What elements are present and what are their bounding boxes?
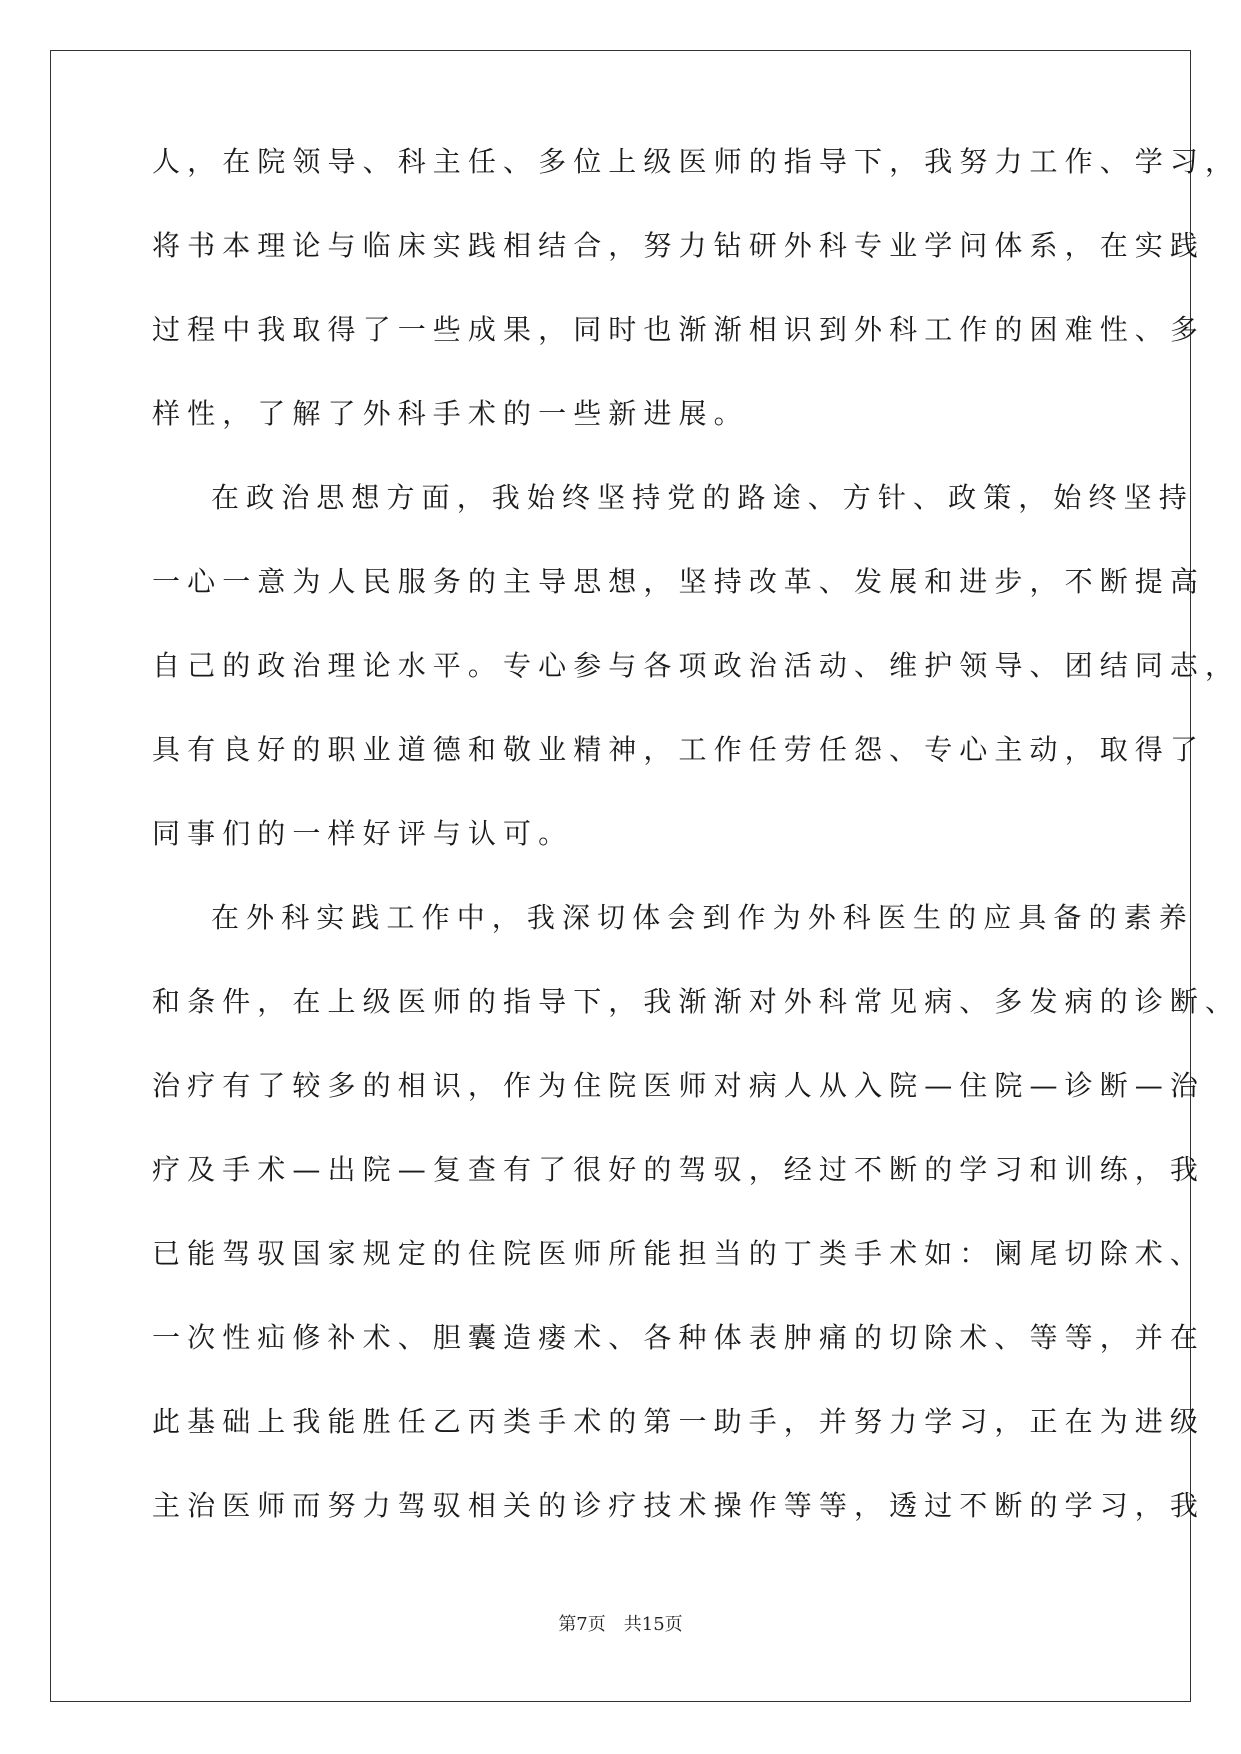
page-border xyxy=(50,50,1241,1702)
body-text-line: 和条件，在上级医师的指导下，我渐渐对外科常见病、多发病的诊断、 xyxy=(152,985,1241,1018)
body-text-line: 同事们的一样好评与认可。 xyxy=(152,817,574,850)
page-footer xyxy=(0,1613,1241,1637)
body-text-line: 过程中我取得了一些成果，同时也渐渐相识到外科工作的困难性、多 xyxy=(152,313,1206,346)
paragraph-first-line: 在政治思想方面，我始终坚持党的路途、方针、政策，始终坚持 xyxy=(211,481,1194,514)
body-text-line: 一心一意为人民服务的主导思想，坚持改革、发展和进步，不断提高 xyxy=(152,565,1206,598)
body-text-line: 此基础上我能胜任乙丙类手术的第一助手，并努力学习，正在为进级 xyxy=(152,1405,1206,1438)
page-number: 第7页 xyxy=(558,1614,606,1635)
body-text-line: 自己的政治理论水平。专心参与各项政治活动、维护领导、团结同志， xyxy=(152,649,1241,682)
body-text-line: 具有良好的职业道德和敬业精神，工作任劳任怨、专心主动，取得了 xyxy=(152,733,1206,766)
body-text-line: 已能驾驭国家规定的住院医师所能担当的丁类手术如：阑尾切除术、 xyxy=(152,1237,1206,1270)
page-total: 共15页 xyxy=(623,1614,683,1635)
body-text-line: 人，在院领导、科主任、多位上级医师的指导下，我努力工作、学习， xyxy=(152,145,1241,178)
body-text-line: 样性，了解了外科手术的一些新进展。 xyxy=(152,397,749,430)
body-text-line: 将书本理论与临床实践相结合，努力钻研外科专业学问体系，在实践 xyxy=(152,229,1206,262)
body-text-line: 一次性疝修补术、胆囊造瘘术、各种体表肿痛的切除术、等等，并在 xyxy=(152,1321,1206,1354)
body-text-line: 治疗有了较多的相识，作为住院医师对病人从入院—住院—诊断—治 xyxy=(152,1069,1206,1102)
paragraph-first-line: 在外科实践工作中，我深切体会到作为外科医生的应具备的素养 xyxy=(211,901,1194,934)
body-text-line: 主治医师而努力驾驭相关的诊疗技术操作等等，透过不断的学习，我 xyxy=(152,1489,1206,1522)
body-text-line: 疗及手术—出院—复查有了很好的驾驭，经过不断的学习和训练，我 xyxy=(152,1153,1206,1186)
